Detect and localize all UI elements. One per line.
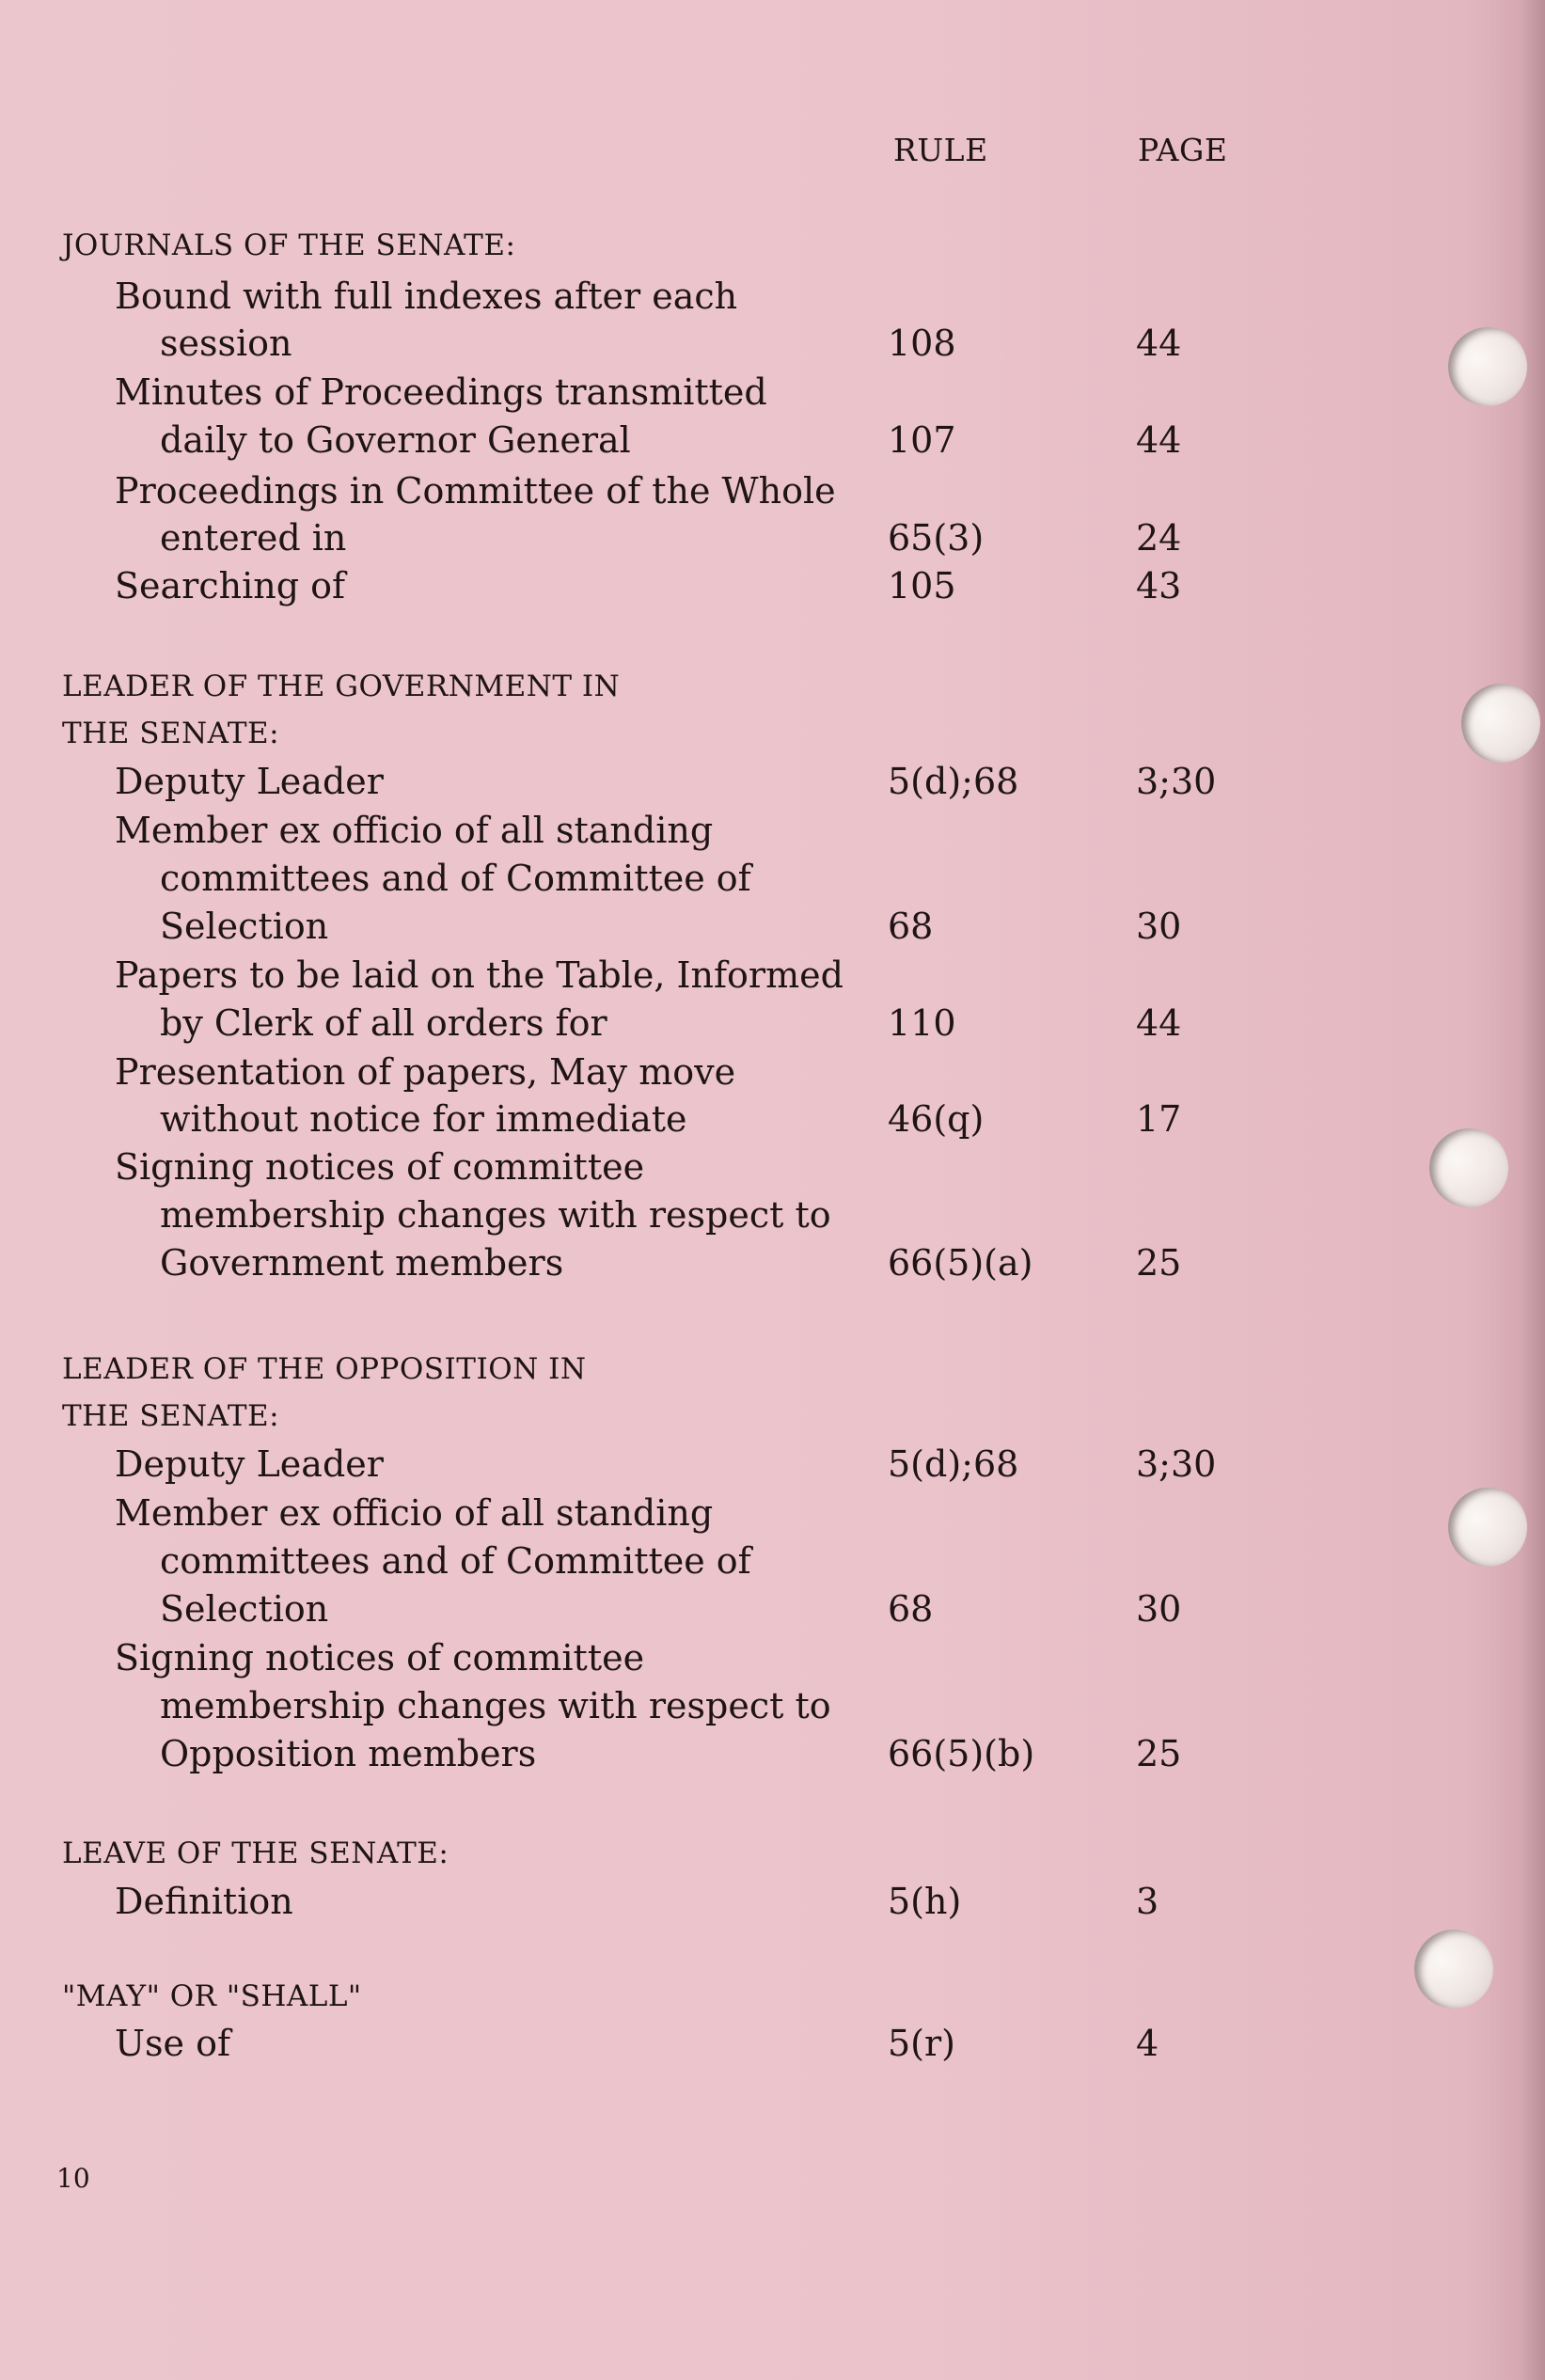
entry-page: 3;30 (1136, 761, 1217, 802)
entry-text: membership changes with respect to (160, 1194, 831, 1236)
entry-line (0, 1730, 1316, 1777)
entry-rule: 46(q) (888, 1098, 985, 1140)
entry-page: 43 (1136, 565, 1182, 607)
entry-line (0, 1682, 1316, 1729)
binder-hole (1448, 327, 1527, 406)
entry-page: 25 (1136, 1242, 1182, 1284)
entry-text: by Clerk of all orders for (160, 1002, 607, 1044)
entry-text: Presentation of papers, May move (115, 1051, 736, 1093)
entry-text: Member ex officio of all standing (115, 810, 714, 851)
section-heading-line (0, 710, 1316, 757)
rule-column-header: RULE (893, 132, 988, 168)
entry-text: Member ex officio of all standing (115, 1492, 714, 1534)
entry-text: daily to Governor General (160, 419, 631, 461)
entry-rule: 5(d);68 (888, 761, 1019, 802)
section-heading-line (0, 1346, 1316, 1393)
entry-page: 44 (1136, 1002, 1182, 1044)
entry-rule: 108 (888, 323, 956, 364)
section-heading: LEAVE OF THE SENATE: (62, 1836, 449, 1870)
entry-page: 4 (1136, 2023, 1159, 2064)
entry-line (0, 758, 1316, 805)
section-heading: "MAY" OR "SHALL" (62, 1979, 362, 2013)
page-number: 10 (56, 2163, 90, 2194)
entry-page: 44 (1136, 323, 1182, 364)
entry-text: Bound with full indexes after each (115, 276, 738, 317)
section-heading-line (0, 1830, 1316, 1877)
entry-text: committees and of Committee of (160, 1540, 751, 1582)
entry-line (0, 1441, 1316, 1488)
entry-rule: 66(5)(a) (888, 1242, 1033, 1284)
entry-line (0, 514, 1316, 561)
entry-line (0, 1634, 1316, 1681)
entry-line (0, 1143, 1316, 1190)
entry-line (0, 562, 1316, 609)
section-heading: THE SENATE: (62, 717, 280, 750)
entry-line (0, 320, 1316, 367)
entry-line (0, 1585, 1316, 1632)
entry-line (0, 1489, 1316, 1537)
entry-page: 17 (1136, 1098, 1182, 1140)
entry-text: entered in (160, 517, 347, 559)
entry-text: Signing notices of committee (115, 1146, 645, 1188)
section-heading-line (0, 663, 1316, 710)
section-heading: JOURNALS OF THE SENATE: (62, 229, 516, 262)
entry-page: 30 (1136, 1588, 1182, 1630)
entry-line (0, 369, 1316, 416)
entry-line (0, 1048, 1316, 1095)
entry-text: membership changes with respect to (160, 1685, 831, 1726)
entry-page: 25 (1136, 1733, 1182, 1774)
entry-line (0, 1239, 1316, 1286)
entry-text: Searching of (115, 565, 346, 607)
entry-text: Selection (160, 1588, 329, 1630)
entry-text: Deputy Leader (115, 761, 384, 802)
section-heading-line (0, 1393, 1316, 1440)
entry-rule: 66(5)(b) (888, 1733, 1035, 1774)
entry-line (0, 417, 1316, 464)
entry-page: 3;30 (1136, 1443, 1217, 1485)
entry-text: Papers to be laid on the Table, Informed (115, 954, 843, 996)
entry-page: 24 (1136, 517, 1182, 559)
entry-line (0, 807, 1316, 854)
entry-page: 30 (1136, 906, 1182, 947)
binder-hole (1461, 684, 1540, 763)
entry-text: Signing notices of committee (115, 1637, 645, 1679)
entry-line (0, 1537, 1316, 1584)
entry-rule: 65(3) (888, 517, 985, 559)
entry-text: Selection (160, 906, 329, 947)
section-heading: LEADER OF THE OPPOSITION IN (62, 1352, 587, 1386)
entry-line (0, 1878, 1316, 1925)
entry-page: 3 (1136, 1881, 1159, 1922)
entry-rule: 68 (888, 1588, 934, 1630)
section-heading: THE SENATE: (62, 1399, 280, 1433)
entry-line (0, 1095, 1316, 1143)
entry-rule: 105 (888, 565, 956, 607)
section-heading-line (0, 222, 1316, 269)
entry-text: Definition (115, 1881, 293, 1922)
entry-line (0, 1000, 1316, 1047)
section-heading: LEADER OF THE GOVERNMENT IN (62, 670, 621, 703)
entry-text: without notice for immediate (160, 1098, 687, 1140)
entry-line (0, 2020, 1316, 2067)
entry-page: 44 (1136, 419, 1182, 461)
binder-hole (1448, 1488, 1527, 1567)
entry-text: Proceedings in Committee of the Whole (115, 470, 836, 512)
entry-rule: 5(r) (888, 2023, 955, 2064)
entry-line (0, 952, 1316, 999)
entry-text: Government members (160, 1242, 564, 1284)
entry-text: session (160, 323, 292, 364)
entry-rule: 5(d);68 (888, 1443, 1019, 1485)
entry-text: committees and of Committee of (160, 858, 751, 899)
page-column-header: PAGE (1138, 132, 1228, 168)
entry-rule: 107 (888, 419, 956, 461)
entry-line (0, 467, 1316, 514)
entry-text: Use of (115, 2023, 231, 2064)
entry-rule: 110 (888, 1002, 956, 1044)
binder-hole (1429, 1128, 1508, 1207)
entry-rule: 5(h) (888, 1881, 962, 1922)
entry-rule: 68 (888, 906, 934, 947)
entry-text: Deputy Leader (115, 1443, 384, 1485)
binder-hole (1414, 1930, 1493, 2009)
entry-line (0, 903, 1316, 950)
entry-text: Minutes of Proceedings transmitted (115, 371, 767, 413)
entry-text: Opposition members (160, 1733, 537, 1774)
entry-line (0, 273, 1316, 320)
entry-line (0, 855, 1316, 902)
entry-line (0, 1191, 1316, 1238)
section-heading-line (0, 1973, 1316, 2020)
